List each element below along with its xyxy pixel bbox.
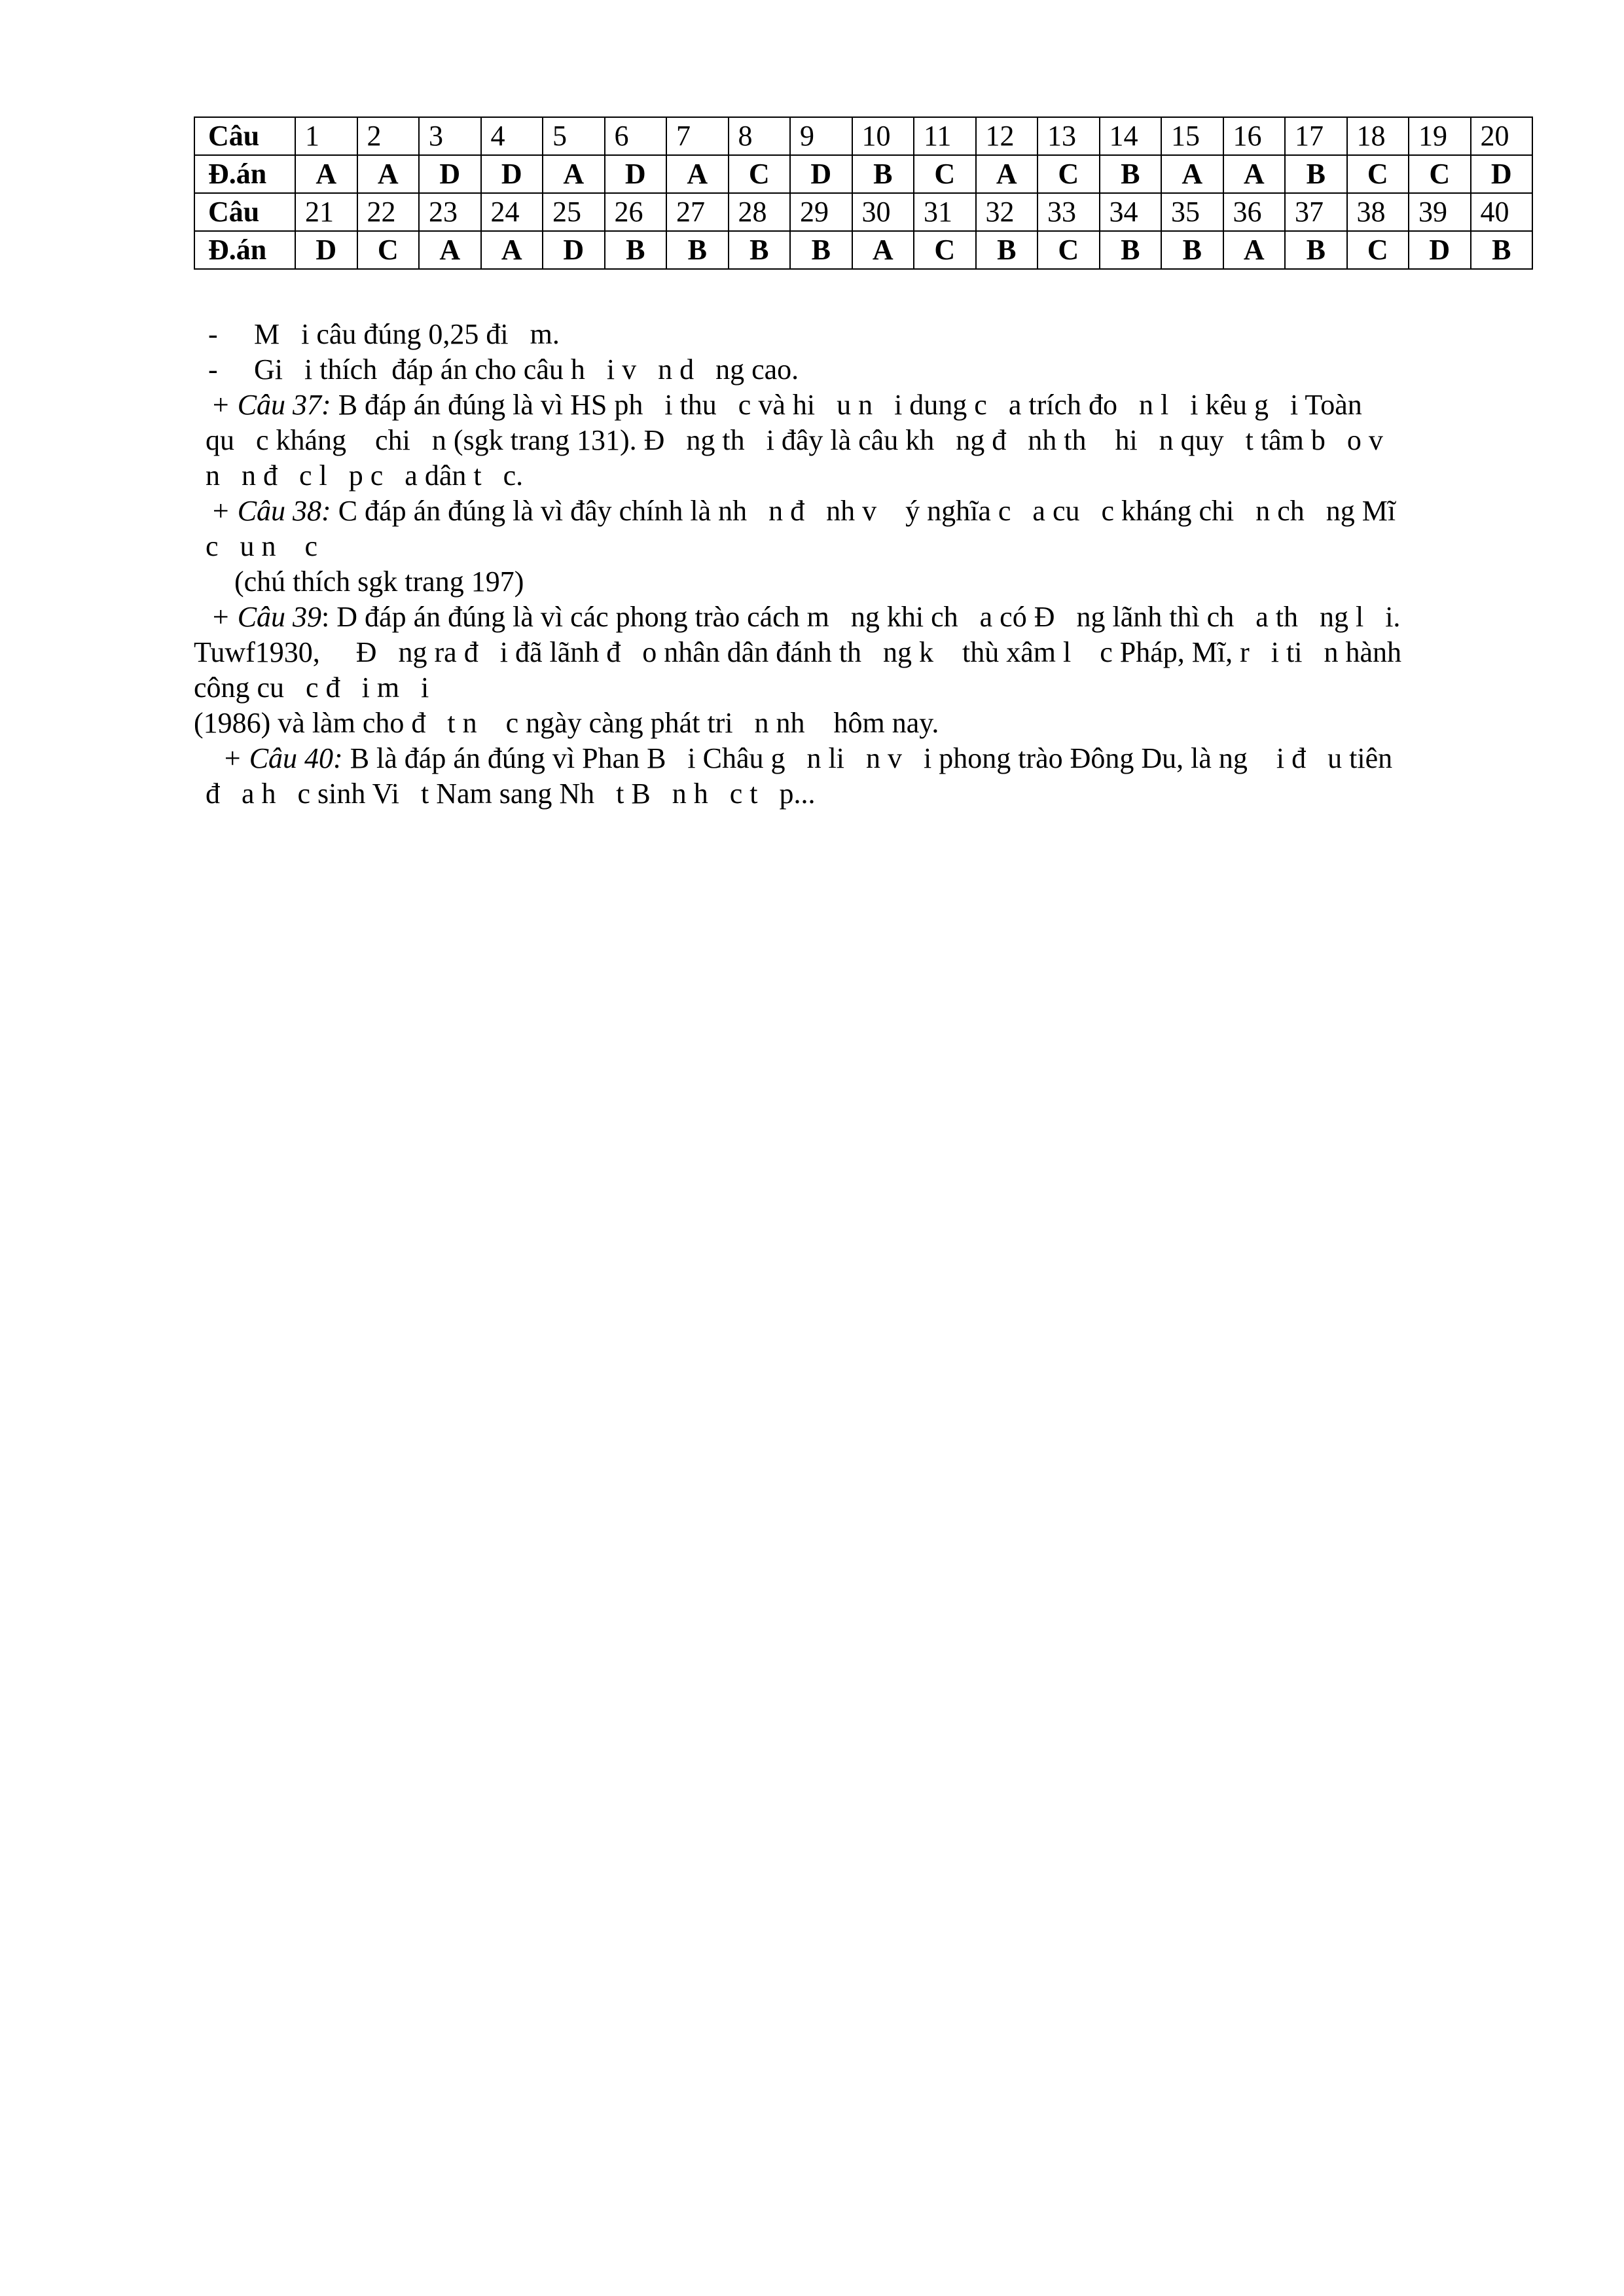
answer-cell: D [790, 155, 852, 193]
answer-cell: B [790, 231, 852, 269]
q37-text: n n đ c l p c a dân t c. [206, 459, 524, 492]
answer-cell: D [419, 155, 481, 193]
question-number-cell: 25 [543, 193, 605, 231]
question-number-cell: 11 [914, 117, 976, 155]
q39-text: (1986) và làm cho đ t n c ngày càng phát tri n nh hôm nay. [194, 707, 939, 739]
q38-label: + Câu 38: [211, 495, 331, 527]
answer-cell: C [357, 231, 420, 269]
q38-line [194, 529, 1536, 564]
q37-label: + Câu 37: [211, 389, 331, 421]
answer-cell: B [1161, 231, 1223, 269]
question-number-cell: 12 [976, 117, 1038, 155]
question-number-cell: 36 [1223, 193, 1286, 231]
question-number-cell: 40 [1471, 193, 1533, 231]
answer-cell: D [605, 155, 667, 193]
answer-cell: D [1409, 231, 1471, 269]
answer-cell: C [914, 231, 976, 269]
answer-cell: A [357, 155, 420, 193]
question-number-cell: 29 [790, 193, 852, 231]
answer-cell: C [1409, 155, 1471, 193]
answer-cell: B [1100, 231, 1162, 269]
question-number-cell: 1 [295, 117, 357, 155]
answer-key-table [194, 117, 1533, 270]
answer-cell: C [1038, 231, 1100, 269]
answer-cell: C [1347, 231, 1409, 269]
question-number-cell: 39 [1409, 193, 1471, 231]
row-header-dap-an: Đ.án [194, 155, 295, 193]
question-number-cell: 22 [357, 193, 420, 231]
q39-text: công cu c đ i m i [194, 672, 429, 704]
answer-cell: D [1471, 155, 1533, 193]
row-header-dap-an: Đ.án [194, 231, 295, 269]
answer-cell: A [1223, 231, 1286, 269]
answer-cell: A [976, 155, 1038, 193]
answer-cell: B [1285, 231, 1347, 269]
question-number-cell: 20 [1471, 117, 1533, 155]
explanation-heading: Gi i thích đáp án cho câu h i v n d ng cao. [254, 353, 799, 386]
question-number-cell: 26 [605, 193, 667, 231]
answer-cell: C [914, 155, 976, 193]
question-number-cell: 14 [1100, 117, 1162, 155]
answer-cell: A [1223, 155, 1286, 193]
answer-cell: A [1161, 155, 1223, 193]
answer-cell: B [976, 231, 1038, 269]
question-number-cell: 4 [481, 117, 543, 155]
question-number-cell: 27 [666, 193, 729, 231]
answer-cell: C [1038, 155, 1100, 193]
q37-line [194, 423, 1536, 458]
question-number-cell: 16 [1223, 117, 1286, 155]
q38-text: c u n c [206, 530, 318, 562]
q38-line [194, 493, 1536, 529]
q38-text: C đáp án đúng là vì đây chính là nh n đ nh v ý nghĩa c a cu c kháng chi n ch ng Mĩ [331, 495, 1396, 527]
q39-text: : D đáp án đúng là vì các phong trào cách m ng khi ch a có Đ ng lãnh thì ch a th ng l i. [321, 601, 1401, 633]
answer-cell: B [852, 155, 914, 193]
q40-line [194, 741, 1536, 776]
question-number-cell: 15 [1161, 117, 1223, 155]
bullet-dash: - [208, 318, 218, 350]
question-number-cell: 19 [1409, 117, 1471, 155]
question-number-cell: 33 [1038, 193, 1100, 231]
q39-line [194, 600, 1536, 635]
explanation-notes [194, 317, 1536, 812]
question-number-cell: 31 [914, 193, 976, 231]
answer-cell: B [1471, 231, 1533, 269]
question-number-cell: 21 [295, 193, 357, 231]
question-number-cell: 24 [481, 193, 543, 231]
q39-line [194, 706, 1536, 741]
q40-line [194, 776, 1536, 812]
q39-text: Tuwf1930, Đ ng ra đ i đã lãnh đ o nhân dân đánh th ng k thù xâm l c Pháp, Mĩ, r i ti n hành [194, 636, 1401, 668]
q37-line [194, 458, 1536, 493]
answer-cell: C [729, 155, 791, 193]
question-number-cell: 6 [605, 117, 667, 155]
question-number-cell: 3 [419, 117, 481, 155]
question-number-row [194, 193, 1532, 231]
answer-cell: A [481, 231, 543, 269]
list-item [194, 317, 1536, 352]
question-number-cell: 34 [1100, 193, 1162, 231]
answer-cell: A [852, 231, 914, 269]
answer-cell: B [1285, 155, 1347, 193]
row-header-cau: Câu [194, 193, 295, 231]
question-number-cell: 28 [729, 193, 791, 231]
answer-cell: B [729, 231, 791, 269]
answer-cell: D [543, 231, 605, 269]
answer-cell: D [481, 155, 543, 193]
answer-cell: D [295, 231, 357, 269]
q37-line [194, 387, 1536, 423]
question-number-cell: 35 [1161, 193, 1223, 231]
q39-label: + Câu 39 [211, 601, 322, 633]
question-number-cell: 32 [976, 193, 1038, 231]
answer-cell: C [1347, 155, 1409, 193]
q37-text: B đáp án đúng là vì HS ph i thu c và hi u n i dung c a trích đo n l i kêu g i Toàn [331, 389, 1362, 421]
bullet-dash: - [208, 353, 218, 386]
answer-cell: A [419, 231, 481, 269]
row-header-cau: Câu [194, 117, 295, 155]
list-item [194, 352, 1536, 387]
question-number-cell: 13 [1038, 117, 1100, 155]
question-number-cell: 5 [543, 117, 605, 155]
q37-text: qu c kháng chi n (sgk trang 131). Đ ng th i đây là câu kh ng đ nh th hi n quy t tâm b o v [206, 424, 1383, 456]
q40-text: đ a h c sinh Vi t Nam sang Nh t B n h c t p... [206, 778, 816, 810]
question-number-cell: 9 [790, 117, 852, 155]
question-number-cell: 23 [419, 193, 481, 231]
scoring-note: M i câu đúng 0,25 đi m. [254, 318, 560, 350]
question-number-cell: 8 [729, 117, 791, 155]
answer-row [194, 231, 1532, 269]
question-number-cell: 17 [1285, 117, 1347, 155]
q40-label: + Câu 40: [223, 742, 343, 774]
answer-cell: B [666, 231, 729, 269]
q40-text: B là đáp án đúng vì Phan B i Châu g n li n v i phong trào Đông Du, là ng i đ u tiên [342, 742, 1393, 774]
answer-cell: A [295, 155, 357, 193]
question-number-cell: 38 [1347, 193, 1409, 231]
answer-cell: A [543, 155, 605, 193]
question-number-cell: 30 [852, 193, 914, 231]
question-number-cell: 10 [852, 117, 914, 155]
question-number-cell: 37 [1285, 193, 1347, 231]
answer-cell: B [1100, 155, 1162, 193]
question-number-cell: 18 [1347, 117, 1409, 155]
question-number-cell: 2 [357, 117, 420, 155]
q39-line [194, 635, 1536, 670]
answer-cell: B [605, 231, 667, 269]
q39-line [194, 670, 1536, 706]
question-number-cell: 7 [666, 117, 729, 155]
answer-cell: A [666, 155, 729, 193]
q38-text: (chú thích sgk trang 197) [234, 565, 524, 598]
question-number-row [194, 117, 1532, 155]
q38-line [194, 564, 1536, 600]
answer-row [194, 155, 1532, 193]
